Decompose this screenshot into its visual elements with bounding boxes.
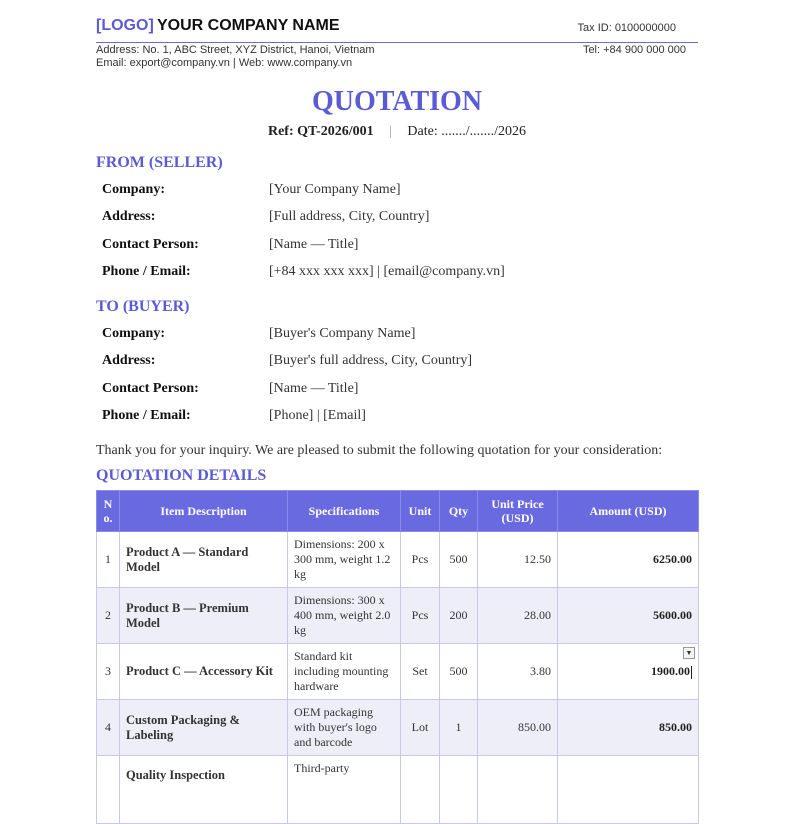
cell-unit-price[interactable]: 850.00 (478, 700, 558, 756)
cell-no[interactable] (97, 756, 120, 824)
buyer-contact-row (102, 381, 692, 399)
cell-unit[interactable]: Pcs (401, 588, 440, 644)
field-value[interactable]: [+84 xxx xxx xxx] | [email@company.vn] (269, 264, 505, 279)
seller-address-row (102, 209, 692, 227)
seller-phone-row (102, 264, 692, 282)
reference-separator: | (389, 124, 392, 139)
field-label: Phone / Email: (102, 408, 191, 423)
intro-text: Thank you for your inquiry. We are pleased to submit the following quotation for your consideration: (96, 443, 663, 458)
cell-unit-price[interactable] (478, 756, 558, 824)
details-heading: QUOTATION DETAILS (96, 467, 267, 484)
field-value[interactable]: [Phone] | [Email] (269, 408, 366, 423)
letterhead (96, 16, 698, 43)
cell-unit[interactable]: Set (401, 644, 440, 700)
quotation-date: Date: ......./......./2026 (407, 124, 527, 139)
table-header-row (97, 491, 699, 532)
cell-spec[interactable]: Standard kit including mounting hardware (288, 644, 401, 700)
buyer-company-row (102, 326, 692, 344)
field-value[interactable]: [Full address, City, Country] (269, 209, 430, 224)
buyer-heading: TO (BUYER) (96, 298, 190, 315)
cell-no[interactable]: 2 (97, 588, 120, 644)
cell-unit-price[interactable]: 28.00 (478, 588, 558, 644)
cell-spec[interactable]: Dimensions: 300 x 400 mm, weight 2.0 kg (288, 588, 401, 644)
buyer-address-row (102, 353, 692, 371)
buyer-phone-row (102, 408, 692, 426)
tax-id: Tax ID: 0100000000 (577, 22, 676, 34)
column-header-unit: Unit (401, 491, 440, 532)
document-title: QUOTATION (311, 86, 483, 117)
field-value[interactable]: [Buyer's full address, City, Country] (269, 353, 473, 368)
field-label: Address: (102, 353, 156, 368)
field-label: Phone / Email: (102, 264, 191, 279)
text-cursor (691, 666, 692, 679)
field-label: Company: (102, 326, 166, 341)
cell-amount-selected[interactable] (558, 644, 699, 700)
cell-no[interactable]: 1 (97, 532, 120, 588)
quotation-table (96, 490, 699, 824)
cell-no[interactable]: 4 (97, 700, 120, 756)
cell-amount[interactable]: 5600.00 (558, 588, 699, 644)
cell-item[interactable]: Custom Packaging & Labeling (120, 700, 288, 756)
company-name: YOUR COMPANY NAME (157, 17, 340, 34)
column-header-item: Item Description (120, 491, 288, 532)
field-label: Company: (102, 182, 166, 197)
column-header-no: N o. (97, 491, 120, 532)
cell-qty[interactable] (440, 756, 478, 824)
cell-amount-value: 1900.00 (651, 664, 690, 678)
cell-item[interactable]: Product A — Standard Model (120, 532, 288, 588)
table-row (97, 700, 699, 756)
cell-amount[interactable] (558, 756, 699, 824)
cell-item[interactable]: Product C — Accessory Kit (120, 644, 288, 700)
table-row (97, 588, 699, 644)
cell-spec[interactable]: Dimensions: 200 x 300 mm, weight 1.2 kg (288, 532, 401, 588)
field-label: Address: (102, 209, 156, 224)
cell-item[interactable]: Product B — Premium Model (120, 588, 288, 644)
cell-spec[interactable]: OEM packaging with buyer's logo and barcode (288, 700, 401, 756)
company-tel: Tel: +84 900 000 000 (582, 44, 686, 56)
field-value[interactable]: [Buyer's Company Name] (269, 326, 416, 341)
cell-unit[interactable]: Pcs (401, 532, 440, 588)
cell-spec[interactable]: Third-party (288, 756, 401, 824)
table-row (97, 756, 699, 824)
column-header-amount: Amount (USD) (558, 491, 699, 532)
cell-qty[interactable]: 500 (440, 532, 478, 588)
column-header-qty: Qty (440, 491, 478, 532)
cell-dropdown-icon[interactable]: ▼ (683, 647, 695, 659)
cell-qty[interactable]: 200 (440, 588, 478, 644)
cell-unit[interactable] (401, 756, 440, 824)
column-header-unit-price: Unit Price (USD) (478, 491, 558, 532)
field-value[interactable]: [Name — Title] (269, 381, 359, 396)
cell-amount[interactable]: 850.00 (558, 700, 699, 756)
cell-item[interactable]: Quality Inspection (120, 756, 288, 824)
field-value[interactable]: [Name — Title] (269, 237, 359, 252)
column-header-spec: Specifications (288, 491, 401, 532)
cell-unit-price[interactable]: 12.50 (478, 532, 558, 588)
reference-line (96, 124, 698, 140)
field-label: Contact Person: (102, 381, 199, 396)
cell-qty[interactable]: 1 (440, 700, 478, 756)
cell-amount[interactable]: 6250.00 (558, 532, 699, 588)
field-value[interactable]: [Your Company Name] (269, 182, 401, 197)
seller-heading: FROM (SELLER) (96, 154, 223, 171)
cell-no[interactable]: 3 (97, 644, 120, 700)
company-address: Address: No. 1, ABC Street, XYZ District, Hanoi, Vietnam (96, 44, 375, 56)
company-email-web: Email: export@company.vn | Web: www.company.vn (96, 57, 353, 69)
cell-qty[interactable]: 500 (440, 644, 478, 700)
logo-placeholder: [LOGO] (96, 17, 154, 34)
field-label: Contact Person: (102, 237, 199, 252)
reference-number: Ref: QT-2026/001 (267, 124, 374, 139)
cell-unit-price[interactable]: 3.80 (478, 644, 558, 700)
table-row (97, 644, 699, 700)
cell-unit[interactable]: Lot (401, 700, 440, 756)
table-row (97, 532, 699, 588)
seller-contact-row (102, 237, 692, 255)
seller-company-row (102, 182, 692, 200)
